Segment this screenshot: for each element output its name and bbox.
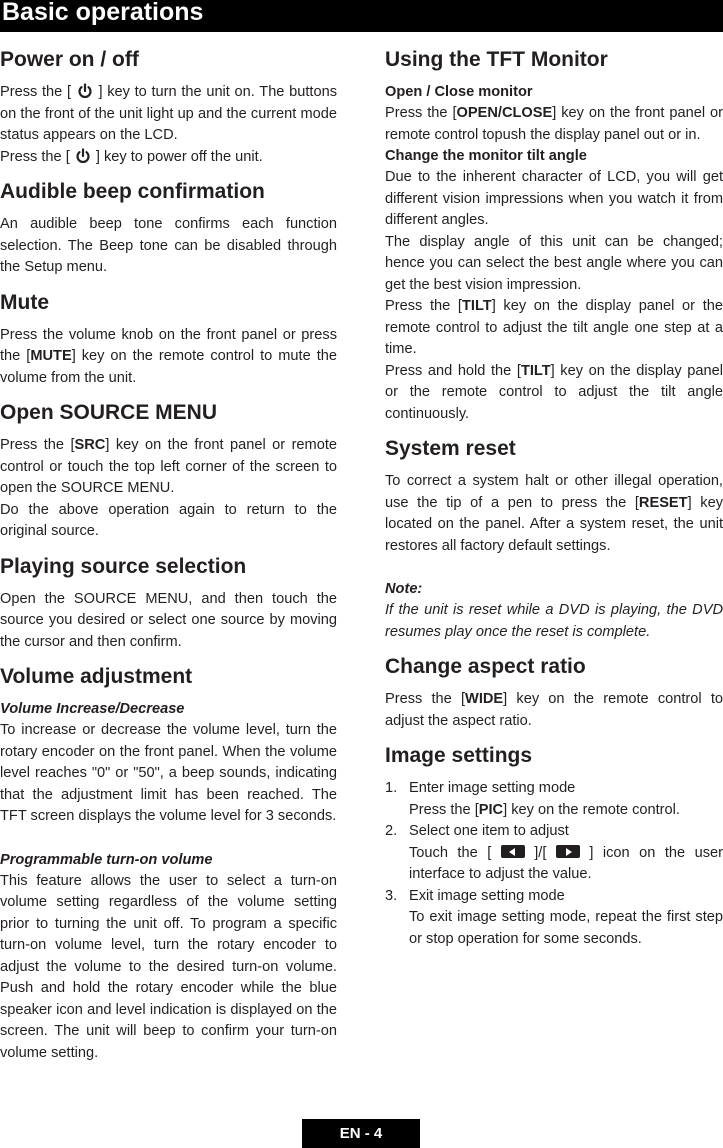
text: ] key on the front panel or remote control topush the display panel out or in.: [385, 105, 723, 143]
text: Touch the [: [409, 844, 501, 861]
page-number: EN - 4: [302, 1119, 420, 1148]
paragraph: [385, 232, 723, 297]
paragraph: [385, 167, 723, 232]
text: ] key to power off the unit.: [91, 148, 263, 165]
list-line: [409, 907, 723, 950]
text: Press the [: [0, 84, 76, 100]
text: ] key to turn the unit on. The buttons on the front of the unit light up and the current mode status appears on the LCD.: [0, 84, 337, 143]
key-name: OPEN/CLOSE: [456, 105, 553, 121]
list-item: [385, 778, 723, 821]
text: ]/[: [524, 844, 556, 861]
text: ] icon on the user interface to adjust the value.: [409, 844, 723, 882]
text: To exit image setting mode, repeat the first step or stop operation for some seconds.: [409, 909, 723, 947]
numbered-list: [385, 778, 723, 950]
paragraph: [385, 689, 723, 732]
key-name: TILT: [461, 298, 492, 314]
list-line: [409, 778, 723, 800]
paragraph: [0, 82, 337, 147]
text: Press the [: [0, 437, 75, 453]
section: [0, 46, 337, 168]
paragraph: [0, 500, 337, 543]
text: Enter image setting mode: [409, 780, 576, 796]
paragraph: [385, 471, 723, 557]
paragraph: [0, 147, 337, 169]
text: Exit image setting mode: [409, 887, 565, 904]
subheading: Change the monitor tilt angle: [385, 148, 587, 164]
list-line: [409, 886, 723, 908]
text: ] key located on the panel. After a system reset, the unit restores all factory default settings.: [385, 494, 723, 554]
text: The display angle of this unit can be changed; hence you can select the best angle where you can get the best vision impression.: [385, 233, 723, 293]
list-line: [409, 800, 723, 822]
section-heading: Power on / off: [0, 48, 139, 71]
key-name: SRC: [74, 437, 106, 453]
section-heading: Mute: [0, 290, 49, 314]
paragraph: [385, 296, 723, 361]
text: An audible beep tone confirms each function selection. The Beep tone can be disabled through the Setup menu.: [0, 216, 337, 275]
paragraph: [0, 720, 337, 828]
text: Press the [: [0, 148, 74, 165]
subheading: Programmable turn-on volume: [0, 851, 213, 868]
text: Select one item to adjust: [409, 823, 569, 839]
section-heading: Playing source selection: [0, 554, 247, 578]
list-line: [409, 821, 723, 843]
spacer: [0, 828, 337, 850]
section-heading: System reset: [385, 437, 516, 460]
text: ] key on the remote control to mute the volume from the unit.: [0, 348, 337, 386]
key-name: TILT: [520, 362, 551, 379]
paragraph: [0, 214, 337, 279]
list-line: [409, 843, 723, 886]
header-bar: [0, 0, 723, 32]
key-name: RESET: [638, 494, 688, 511]
list-number: 3.: [385, 887, 398, 904]
right-column: [385, 40, 723, 960]
section: [0, 399, 337, 543]
text: Press the volume knob on the front panel or press the [: [0, 326, 337, 364]
text: Do the above operation again to return to the original source.: [0, 501, 337, 539]
section: [385, 653, 723, 732]
paragraph: [385, 361, 723, 426]
text: Press the [: [409, 801, 479, 818]
text: ] key on the display panel or the remote control to adjust the tilt angle one step at a time.: [385, 298, 723, 357]
text: Press the [: [385, 691, 466, 707]
paragraph: [0, 435, 337, 500]
list-number: 2.: [385, 823, 398, 839]
text: To correct a system halt or other illegal operation, use the tip of a pen to press the [: [385, 473, 723, 511]
list-number: 1.: [385, 780, 398, 796]
list-item: [385, 821, 723, 886]
subheading: Volume Increase/Decrease: [0, 701, 185, 717]
text: Open the SOURCE MENU, and then touch the source you desired or select one source by moving the cursor and then confirm.: [0, 590, 337, 650]
section-heading: Using the TFT Monitor: [385, 48, 608, 71]
text: Press the [: [385, 298, 462, 314]
text: ] key on the remote control to adjust the aspect ratio.: [385, 691, 723, 729]
section: [0, 663, 337, 1064]
section-heading: Audible beep confirmation: [0, 180, 265, 203]
paragraph: [0, 589, 337, 654]
key-name: PIC: [478, 801, 504, 818]
list-item: [385, 886, 723, 951]
subheading: Note:: [385, 581, 423, 597]
key-name: WIDE: [465, 691, 504, 707]
section-heading: Volume adjustment: [0, 665, 193, 688]
section: [385, 46, 723, 425]
paragraph: [385, 103, 723, 146]
text: To increase or decrease the volume level, turn the rotary encoder on the front panel. When the volume level reaches "0" or "50", a beep sounds, indicating that the adjustment limit has been reached. The TFT screen displays the volume level for 3 seconds.: [0, 722, 337, 824]
section: [0, 289, 337, 390]
paragraph: [0, 325, 337, 390]
text: If the unit is reset while a DVD is playing, the DVD resumes play once the reset is complete.: [385, 602, 723, 640]
text: Press the [: [385, 105, 457, 121]
right-arrow-icon: [556, 845, 580, 858]
text: ] key on the display panel or the remote control to adjust the tilt angle continuously.: [385, 362, 723, 422]
section-heading: Change aspect ratio: [385, 655, 586, 678]
text: This feature allows the user to select a turn-on volume setting regardless of the volume setting prior to turning the unit off. To program a specific turn-on volume level, turn the rotary encoder to adjust the volume to the desired turn-on volume. Push and hold the rotary encoder while the blue speaker icon and level indication is displayed on the screen. The unit will beep to confirm your turn-on volume setting.: [0, 872, 337, 1061]
section: [385, 742, 723, 950]
power-icon: [75, 148, 91, 164]
section-heading: Image settings: [385, 744, 533, 767]
section: [0, 178, 337, 279]
section-heading: Open SOURCE MENU: [0, 401, 218, 424]
section: [385, 435, 723, 643]
text: Due to the inherent character of LCD, you will get different vision impressions when you watch it from different angles.: [385, 169, 723, 228]
left-arrow-icon: [501, 845, 525, 858]
key-name: MUTE: [30, 348, 72, 364]
text: ] key on the front panel or remote control or touch the top left corner of the screen to open the SOURCE MENU.: [0, 437, 337, 496]
power-icon: [77, 83, 93, 99]
left-column: [0, 40, 337, 1074]
paragraph: [0, 871, 337, 1065]
text: ] key on the remote control.: [503, 801, 680, 818]
subheading: Open / Close monitor: [385, 84, 533, 100]
text: Press and hold the [: [385, 362, 521, 379]
section: [0, 553, 337, 654]
spacer: [385, 557, 723, 579]
page-title: Basic operations: [2, 0, 204, 26]
note-text: [385, 600, 723, 643]
